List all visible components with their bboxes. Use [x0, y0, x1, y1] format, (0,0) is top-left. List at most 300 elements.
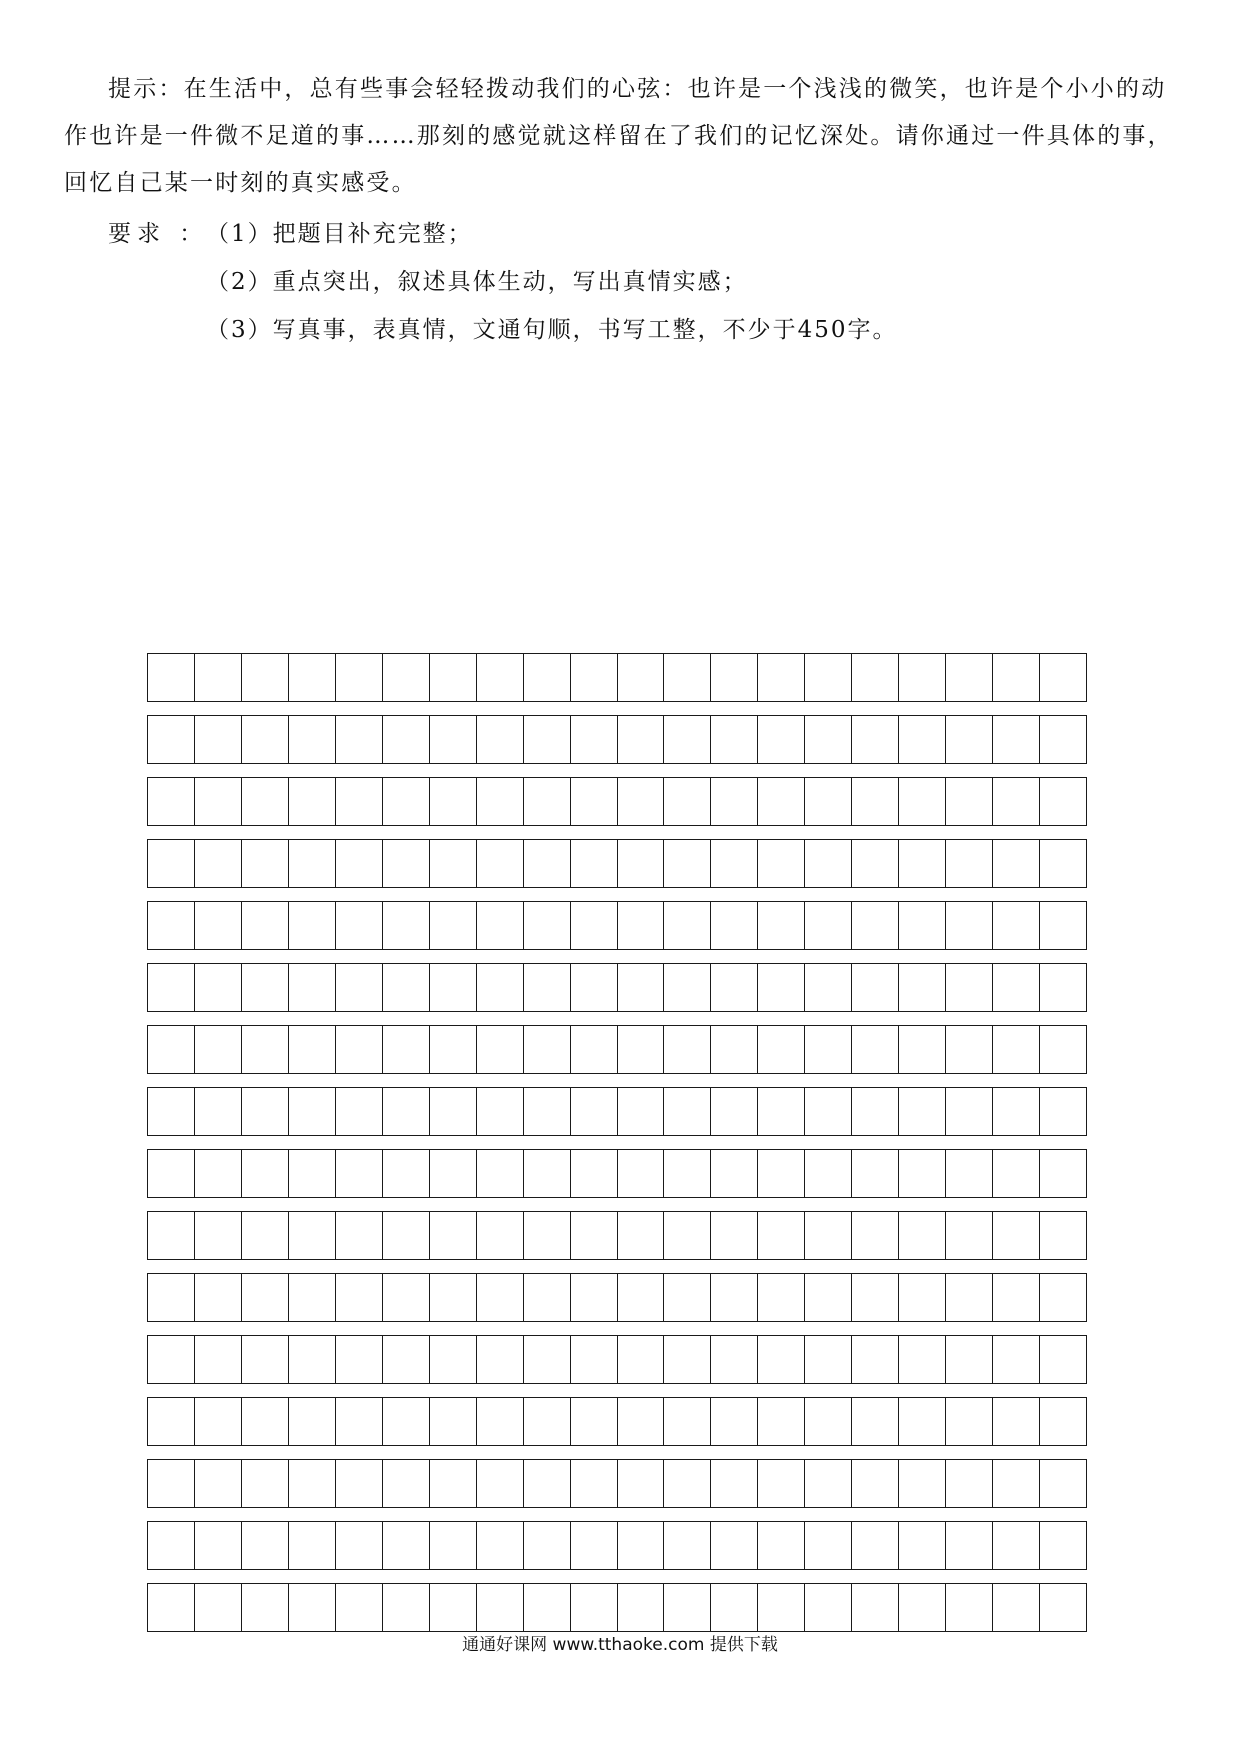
- grid-cell[interactable]: [898, 1522, 945, 1569]
- grid-cell[interactable]: [288, 1336, 335, 1383]
- grid-cell[interactable]: [288, 1212, 335, 1259]
- grid-cell[interactable]: [288, 1584, 335, 1631]
- grid-cell[interactable]: [288, 840, 335, 887]
- grid-cell[interactable]: [335, 654, 382, 701]
- grid-cell[interactable]: [570, 1088, 617, 1135]
- grid-cell[interactable]: [617, 964, 664, 1011]
- grid-cell[interactable]: [757, 1212, 804, 1259]
- grid-cell[interactable]: [945, 964, 992, 1011]
- grid-cell[interactable]: [335, 964, 382, 1011]
- grid-cell[interactable]: [1039, 840, 1086, 887]
- grid-cell[interactable]: [241, 1460, 288, 1507]
- grid-cell[interactable]: [523, 840, 570, 887]
- grid-cell[interactable]: [945, 1026, 992, 1073]
- grid-cell[interactable]: [194, 716, 241, 763]
- grid-cell[interactable]: [194, 902, 241, 949]
- grid-cell[interactable]: [148, 902, 194, 949]
- grid-cell[interactable]: [148, 654, 194, 701]
- grid-cell[interactable]: [382, 840, 429, 887]
- grid-cell[interactable]: [851, 1150, 898, 1197]
- grid-cell[interactable]: [851, 1274, 898, 1321]
- grid-cell[interactable]: [945, 1584, 992, 1631]
- grid-cell[interactable]: [1039, 1584, 1086, 1631]
- grid-cell[interactable]: [241, 1212, 288, 1259]
- grid-cell[interactable]: [570, 778, 617, 825]
- grid-cell[interactable]: [851, 902, 898, 949]
- grid-cell[interactable]: [1039, 1336, 1086, 1383]
- grid-cell[interactable]: [617, 1274, 664, 1321]
- grid-cell[interactable]: [570, 1026, 617, 1073]
- grid-cell[interactable]: [241, 778, 288, 825]
- grid-cell[interactable]: [382, 716, 429, 763]
- grid-cell[interactable]: [663, 840, 710, 887]
- grid-cell[interactable]: [1039, 654, 1086, 701]
- grid-cell[interactable]: [148, 1522, 194, 1569]
- grid-cell[interactable]: [898, 902, 945, 949]
- grid-cell[interactable]: [757, 1088, 804, 1135]
- grid-cell[interactable]: [1039, 1026, 1086, 1073]
- grid-cell[interactable]: [710, 1026, 757, 1073]
- grid-cell[interactable]: [992, 716, 1039, 763]
- grid-cell[interactable]: [570, 840, 617, 887]
- grid-cell[interactable]: [570, 1584, 617, 1631]
- grid-cell[interactable]: [523, 1398, 570, 1445]
- grid-cell[interactable]: [335, 778, 382, 825]
- grid-cell[interactable]: [382, 1026, 429, 1073]
- grid-cell[interactable]: [335, 1274, 382, 1321]
- grid-cell[interactable]: [898, 1088, 945, 1135]
- grid-cell[interactable]: [241, 1522, 288, 1569]
- grid-cell[interactable]: [476, 1398, 523, 1445]
- grid-cell[interactable]: [617, 654, 664, 701]
- grid-cell[interactable]: [898, 964, 945, 1011]
- grid-cell[interactable]: [663, 1150, 710, 1197]
- grid-cell[interactable]: [663, 964, 710, 1011]
- grid-cell[interactable]: [241, 964, 288, 1011]
- grid-cell[interactable]: [663, 778, 710, 825]
- grid-cell[interactable]: [570, 1460, 617, 1507]
- grid-cell[interactable]: [710, 902, 757, 949]
- grid-cell[interactable]: [851, 1398, 898, 1445]
- grid-cell[interactable]: [710, 1584, 757, 1631]
- grid-cell[interactable]: [617, 1026, 664, 1073]
- grid-cell[interactable]: [945, 1336, 992, 1383]
- grid-cell[interactable]: [382, 964, 429, 1011]
- grid-cell[interactable]: [382, 1088, 429, 1135]
- grid-cell[interactable]: [523, 716, 570, 763]
- grid-cell[interactable]: [335, 840, 382, 887]
- grid-cell[interactable]: [663, 1212, 710, 1259]
- grid-cell[interactable]: [945, 654, 992, 701]
- grid-cell[interactable]: [1039, 902, 1086, 949]
- grid-cell[interactable]: [945, 1398, 992, 1445]
- grid-cell[interactable]: [382, 654, 429, 701]
- grid-cell[interactable]: [288, 1088, 335, 1135]
- grid-cell[interactable]: [429, 902, 476, 949]
- grid-cell[interactable]: [945, 1150, 992, 1197]
- grid-cell[interactable]: [523, 1088, 570, 1135]
- grid-cell[interactable]: [710, 716, 757, 763]
- grid-cell[interactable]: [663, 1460, 710, 1507]
- grid-cell[interactable]: [663, 902, 710, 949]
- grid-cell[interactable]: [288, 1522, 335, 1569]
- grid-cell[interactable]: [382, 1274, 429, 1321]
- grid-cell[interactable]: [898, 1274, 945, 1321]
- grid-cell[interactable]: [194, 1088, 241, 1135]
- grid-cell[interactable]: [757, 902, 804, 949]
- grid-cell[interactable]: [898, 1584, 945, 1631]
- grid-cell[interactable]: [429, 840, 476, 887]
- grid-cell[interactable]: [663, 1088, 710, 1135]
- grid-cell[interactable]: [710, 840, 757, 887]
- grid-cell[interactable]: [617, 1460, 664, 1507]
- grid-cell[interactable]: [757, 654, 804, 701]
- grid-cell[interactable]: [241, 1088, 288, 1135]
- grid-cell[interactable]: [194, 1336, 241, 1383]
- grid-cell[interactable]: [148, 1274, 194, 1321]
- grid-cell[interactable]: [241, 1336, 288, 1383]
- grid-cell[interactable]: [710, 1460, 757, 1507]
- grid-cell[interactable]: [804, 1026, 851, 1073]
- grid-cell[interactable]: [148, 1460, 194, 1507]
- grid-cell[interactable]: [757, 716, 804, 763]
- grid-cell[interactable]: [992, 1522, 1039, 1569]
- grid-cell[interactable]: [335, 1026, 382, 1073]
- grid-cell[interactable]: [382, 1150, 429, 1197]
- grid-cell[interactable]: [288, 1460, 335, 1507]
- grid-cell[interactable]: [570, 654, 617, 701]
- grid-cell[interactable]: [429, 1584, 476, 1631]
- grid-cell[interactable]: [1039, 964, 1086, 1011]
- grid-cell[interactable]: [335, 902, 382, 949]
- grid-cell[interactable]: [429, 1336, 476, 1383]
- grid-cell[interactable]: [992, 964, 1039, 1011]
- grid-cell[interactable]: [1039, 1212, 1086, 1259]
- grid-cell[interactable]: [194, 1274, 241, 1321]
- grid-cell[interactable]: [992, 1398, 1039, 1445]
- grid-cell[interactable]: [476, 1274, 523, 1321]
- grid-cell[interactable]: [148, 1584, 194, 1631]
- grid-cell[interactable]: [992, 1584, 1039, 1631]
- grid-cell[interactable]: [710, 1088, 757, 1135]
- grid-cell[interactable]: [194, 1398, 241, 1445]
- grid-cell[interactable]: [1039, 716, 1086, 763]
- grid-cell[interactable]: [288, 1026, 335, 1073]
- grid-cell[interactable]: [429, 778, 476, 825]
- grid-cell[interactable]: [804, 1522, 851, 1569]
- grid-cell[interactable]: [992, 1150, 1039, 1197]
- grid-cell[interactable]: [194, 1212, 241, 1259]
- grid-cell[interactable]: [194, 1026, 241, 1073]
- grid-cell[interactable]: [992, 1336, 1039, 1383]
- grid-cell[interactable]: [1039, 1150, 1086, 1197]
- grid-cell[interactable]: [945, 902, 992, 949]
- grid-cell[interactable]: [382, 902, 429, 949]
- grid-cell[interactable]: [429, 1212, 476, 1259]
- grid-cell[interactable]: [804, 1460, 851, 1507]
- grid-cell[interactable]: [804, 716, 851, 763]
- grid-cell[interactable]: [194, 1150, 241, 1197]
- grid-cell[interactable]: [851, 1522, 898, 1569]
- grid-cell[interactable]: [663, 654, 710, 701]
- grid-cell[interactable]: [1039, 1088, 1086, 1135]
- grid-cell[interactable]: [241, 1398, 288, 1445]
- grid-cell[interactable]: [804, 1088, 851, 1135]
- grid-cell[interactable]: [241, 654, 288, 701]
- grid-cell[interactable]: [335, 1522, 382, 1569]
- grid-cell[interactable]: [148, 1088, 194, 1135]
- grid-cell[interactable]: [148, 1398, 194, 1445]
- grid-cell[interactable]: [1039, 1522, 1086, 1569]
- grid-cell[interactable]: [523, 1522, 570, 1569]
- grid-cell[interactable]: [804, 1336, 851, 1383]
- grid-cell[interactable]: [523, 1584, 570, 1631]
- grid-cell[interactable]: [992, 654, 1039, 701]
- grid-cell[interactable]: [1039, 1460, 1086, 1507]
- grid-cell[interactable]: [757, 1274, 804, 1321]
- grid-cell[interactable]: [194, 654, 241, 701]
- grid-cell[interactable]: [851, 1584, 898, 1631]
- grid-cell[interactable]: [898, 1398, 945, 1445]
- grid-cell[interactable]: [194, 840, 241, 887]
- grid-cell[interactable]: [148, 964, 194, 1011]
- grid-cell[interactable]: [757, 1336, 804, 1383]
- grid-cell[interactable]: [617, 1212, 664, 1259]
- grid-cell[interactable]: [335, 1150, 382, 1197]
- grid-cell[interactable]: [241, 1274, 288, 1321]
- grid-cell[interactable]: [617, 840, 664, 887]
- grid-cell[interactable]: [1039, 778, 1086, 825]
- grid-cell[interactable]: [241, 840, 288, 887]
- grid-cell[interactable]: [757, 1584, 804, 1631]
- grid-cell[interactable]: [663, 1584, 710, 1631]
- grid-cell[interactable]: [710, 1150, 757, 1197]
- grid-cell[interactable]: [288, 902, 335, 949]
- grid-cell[interactable]: [288, 964, 335, 1011]
- grid-cell[interactable]: [710, 1274, 757, 1321]
- grid-cell[interactable]: [710, 1336, 757, 1383]
- grid-cell[interactable]: [429, 1026, 476, 1073]
- grid-cell[interactable]: [898, 1212, 945, 1259]
- grid-cell[interactable]: [429, 1274, 476, 1321]
- grid-cell[interactable]: [382, 1398, 429, 1445]
- grid-cell[interactable]: [804, 840, 851, 887]
- grid-cell[interactable]: [804, 1274, 851, 1321]
- grid-cell[interactable]: [382, 1522, 429, 1569]
- grid-cell[interactable]: [710, 1522, 757, 1569]
- grid-cell[interactable]: [429, 1088, 476, 1135]
- grid-cell[interactable]: [663, 1274, 710, 1321]
- grid-cell[interactable]: [476, 1212, 523, 1259]
- grid-cell[interactable]: [570, 1398, 617, 1445]
- grid-cell[interactable]: [992, 1088, 1039, 1135]
- grid-cell[interactable]: [570, 1522, 617, 1569]
- grid-cell[interactable]: [757, 1026, 804, 1073]
- grid-cell[interactable]: [241, 1584, 288, 1631]
- grid-cell[interactable]: [523, 1212, 570, 1259]
- grid-cell[interactable]: [148, 1150, 194, 1197]
- grid-cell[interactable]: [523, 654, 570, 701]
- grid-cell[interactable]: [804, 902, 851, 949]
- grid-cell[interactable]: [663, 716, 710, 763]
- grid-cell[interactable]: [851, 1088, 898, 1135]
- grid-cell[interactable]: [194, 1522, 241, 1569]
- grid-cell[interactable]: [851, 778, 898, 825]
- grid-cell[interactable]: [382, 1460, 429, 1507]
- grid-cell[interactable]: [757, 778, 804, 825]
- grid-cell[interactable]: [945, 1274, 992, 1321]
- grid-cell[interactable]: [663, 1026, 710, 1073]
- grid-cell[interactable]: [617, 1150, 664, 1197]
- grid-cell[interactable]: [898, 1026, 945, 1073]
- grid-cell[interactable]: [476, 654, 523, 701]
- grid-cell[interactable]: [476, 1460, 523, 1507]
- grid-cell[interactable]: [476, 716, 523, 763]
- grid-cell[interactable]: [1039, 1274, 1086, 1321]
- grid-cell[interactable]: [570, 1150, 617, 1197]
- grid-cell[interactable]: [476, 1088, 523, 1135]
- grid-cell[interactable]: [757, 1150, 804, 1197]
- grid-cell[interactable]: [945, 778, 992, 825]
- grid-cell[interactable]: [945, 1212, 992, 1259]
- grid-cell[interactable]: [523, 1026, 570, 1073]
- grid-cell[interactable]: [241, 902, 288, 949]
- grid-cell[interactable]: [710, 654, 757, 701]
- grid-cell[interactable]: [898, 1150, 945, 1197]
- grid-cell[interactable]: [476, 1026, 523, 1073]
- grid-cell[interactable]: [148, 1336, 194, 1383]
- grid-cell[interactable]: [945, 1522, 992, 1569]
- grid-cell[interactable]: [992, 1274, 1039, 1321]
- grid-cell[interactable]: [945, 716, 992, 763]
- grid-cell[interactable]: [851, 716, 898, 763]
- grid-cell[interactable]: [523, 964, 570, 1011]
- grid-cell[interactable]: [429, 716, 476, 763]
- grid-cell[interactable]: [992, 840, 1039, 887]
- grid-cell[interactable]: [335, 1088, 382, 1135]
- grid-cell[interactable]: [476, 778, 523, 825]
- grid-cell[interactable]: [757, 964, 804, 1011]
- grid-cell[interactable]: [148, 778, 194, 825]
- grid-cell[interactable]: [476, 1522, 523, 1569]
- grid-cell[interactable]: [992, 1212, 1039, 1259]
- grid-cell[interactable]: [194, 964, 241, 1011]
- grid-cell[interactable]: [898, 716, 945, 763]
- grid-cell[interactable]: [523, 1274, 570, 1321]
- grid-cell[interactable]: [804, 1584, 851, 1631]
- grid-cell[interactable]: [570, 902, 617, 949]
- grid-cell[interactable]: [335, 716, 382, 763]
- grid-cell[interactable]: [851, 1336, 898, 1383]
- grid-cell[interactable]: [851, 964, 898, 1011]
- grid-cell[interactable]: [992, 778, 1039, 825]
- grid-cell[interactable]: [288, 778, 335, 825]
- grid-cell[interactable]: [898, 840, 945, 887]
- grid-cell[interactable]: [288, 1150, 335, 1197]
- grid-cell[interactable]: [617, 902, 664, 949]
- grid-cell[interactable]: [476, 840, 523, 887]
- grid-cell[interactable]: [523, 1460, 570, 1507]
- grid-cell[interactable]: [570, 1336, 617, 1383]
- grid-cell[interactable]: [992, 1026, 1039, 1073]
- grid-cell[interactable]: [288, 1274, 335, 1321]
- grid-cell[interactable]: [757, 840, 804, 887]
- grid-cell[interactable]: [617, 1522, 664, 1569]
- grid-cell[interactable]: [663, 1522, 710, 1569]
- grid-cell[interactable]: [241, 716, 288, 763]
- grid-cell[interactable]: [476, 964, 523, 1011]
- grid-cell[interactable]: [710, 1398, 757, 1445]
- grid-cell[interactable]: [288, 716, 335, 763]
- grid-cell[interactable]: [429, 1522, 476, 1569]
- grid-cell[interactable]: [945, 1460, 992, 1507]
- grid-cell[interactable]: [382, 1336, 429, 1383]
- grid-cell[interactable]: [617, 1398, 664, 1445]
- grid-cell[interactable]: [617, 778, 664, 825]
- grid-cell[interactable]: [429, 1398, 476, 1445]
- grid-cell[interactable]: [476, 1336, 523, 1383]
- grid-cell[interactable]: [1039, 1398, 1086, 1445]
- grid-cell[interactable]: [804, 654, 851, 701]
- grid-cell[interactable]: [429, 654, 476, 701]
- grid-cell[interactable]: [335, 1460, 382, 1507]
- grid-cell[interactable]: [804, 1150, 851, 1197]
- grid-cell[interactable]: [992, 1460, 1039, 1507]
- grid-cell[interactable]: [148, 840, 194, 887]
- grid-cell[interactable]: [335, 1584, 382, 1631]
- grid-cell[interactable]: [898, 1460, 945, 1507]
- grid-cell[interactable]: [617, 1336, 664, 1383]
- grid-cell[interactable]: [617, 716, 664, 763]
- grid-cell[interactable]: [476, 1584, 523, 1631]
- grid-cell[interactable]: [523, 1336, 570, 1383]
- grid-cell[interactable]: [945, 840, 992, 887]
- grid-cell[interactable]: [382, 778, 429, 825]
- grid-cell[interactable]: [710, 964, 757, 1011]
- grid-cell[interactable]: [570, 1274, 617, 1321]
- grid-cell[interactable]: [241, 1026, 288, 1073]
- grid-cell[interactable]: [476, 1150, 523, 1197]
- grid-cell[interactable]: [898, 1336, 945, 1383]
- grid-cell[interactable]: [288, 1398, 335, 1445]
- grid-cell[interactable]: [429, 1150, 476, 1197]
- grid-cell[interactable]: [570, 1212, 617, 1259]
- grid-cell[interactable]: [710, 1212, 757, 1259]
- grid-cell[interactable]: [851, 840, 898, 887]
- grid-cell[interactable]: [804, 778, 851, 825]
- grid-cell[interactable]: [148, 1026, 194, 1073]
- grid-cell[interactable]: [992, 902, 1039, 949]
- grid-cell[interactable]: [617, 1088, 664, 1135]
- grid-cell[interactable]: [851, 1026, 898, 1073]
- grid-cell[interactable]: [757, 1522, 804, 1569]
- grid-cell[interactable]: [194, 778, 241, 825]
- grid-cell[interactable]: [570, 964, 617, 1011]
- grid-cell[interactable]: [757, 1398, 804, 1445]
- grid-cell[interactable]: [382, 1584, 429, 1631]
- grid-cell[interactable]: [335, 1398, 382, 1445]
- grid-cell[interactable]: [148, 1212, 194, 1259]
- grid-cell[interactable]: [663, 1398, 710, 1445]
- grid-cell[interactable]: [710, 778, 757, 825]
- grid-cell[interactable]: [194, 1584, 241, 1631]
- grid-cell[interactable]: [851, 1460, 898, 1507]
- grid-cell[interactable]: [288, 654, 335, 701]
- grid-cell[interactable]: [570, 716, 617, 763]
- grid-cell[interactable]: [851, 1212, 898, 1259]
- grid-cell[interactable]: [945, 1088, 992, 1135]
- grid-cell[interactable]: [523, 1150, 570, 1197]
